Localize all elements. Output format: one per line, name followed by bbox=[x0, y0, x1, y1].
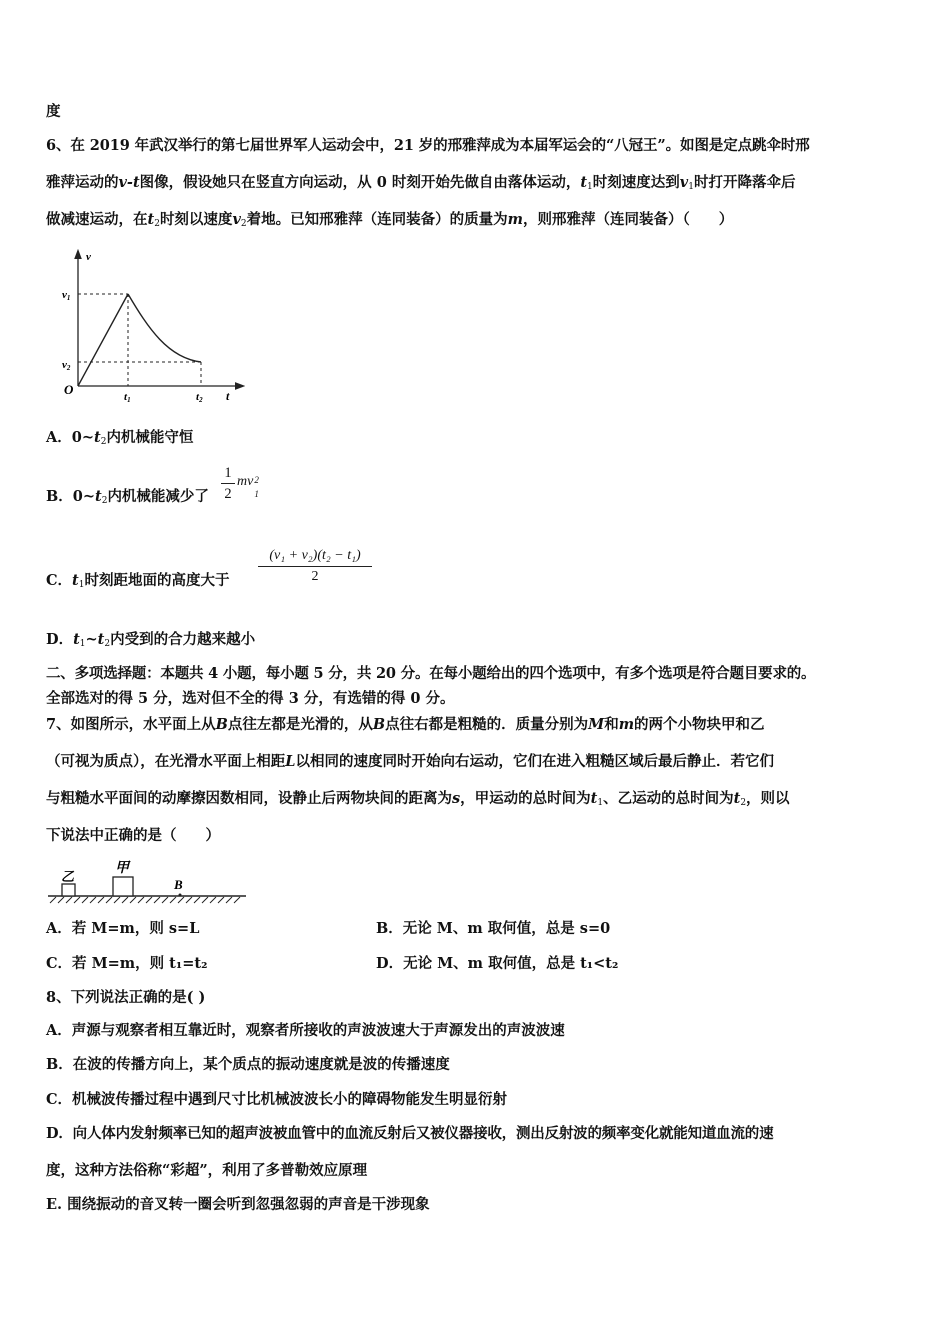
q8-option-d-line2: 度，这种方法俗称“彩超”，利用了多普勒效应原理 bbox=[46, 1162, 368, 1179]
vt-graph bbox=[58, 248, 248, 408]
v1-label: v1 bbox=[62, 289, 71, 302]
block-yi bbox=[62, 884, 75, 896]
q7-figure bbox=[46, 856, 250, 910]
q6-stem-line3: 做减速运动，在$t_2$时刻以速度$v_2$着地。已知邢雅萍（连同装备）的质量为m，则邢雅萍（连同装备）（ ） bbox=[46, 211, 734, 229]
v2-label: v2 bbox=[62, 359, 71, 372]
q8-option-b: B．在波的传播方向上，某个质点的振动速度就是波的传播速度 bbox=[46, 1056, 450, 1073]
point-b bbox=[179, 894, 182, 897]
axis-t-label: t bbox=[226, 389, 230, 403]
q7-stem-line3: 与粗糙水平面间的动摩擦因数相同，设静止后两物块间的距离为s，甲运动的总时间为$t_1$、乙运动的总时间为$t_2$，则以 bbox=[46, 790, 790, 808]
q6-stem-line2: 雅萍运动的v-t图像，假设她只在竖直方向运动，从 0 时刻开始先做自由落体运动，$t_1$时刻速度达到$v_1$时打开降落伞后 bbox=[46, 174, 796, 192]
q6-option-a: A．$0\sim t_2$内机械能守恒 bbox=[46, 429, 194, 447]
label-yi: 乙 bbox=[61, 869, 75, 884]
origin-label: O bbox=[64, 382, 74, 397]
q8-stem: 8、下列说法正确的是( ) bbox=[46, 989, 206, 1006]
deceleration-curve bbox=[128, 294, 201, 362]
section2-header-line1: 二、多项选择题：本题共 4 小题，每小题 5 分，共 20 分。在每小题给出的四个选项中，有多个选项是符合题目要求的。 bbox=[46, 665, 816, 682]
q6-option-c: C．$t_1$时刻距地面的高度大于 bbox=[46, 572, 230, 590]
q7-option-b: B．无论 M、m 取何值，总是 s=0 bbox=[376, 920, 611, 937]
q6-option-c-fraction: (v₁ + v₂)(t₂ − t₁) 2 bbox=[258, 547, 372, 586]
block-jia bbox=[113, 877, 133, 896]
q8-option-c: C．机械波传播过程中遇到尺寸比机械波波长小的障碍物能发生明显衍射 bbox=[46, 1091, 508, 1108]
freefall-segment bbox=[78, 294, 128, 386]
q8-option-a: A．声源与观察者相互靠近时，观察者所接收的声波波速大于声源发出的声波波速 bbox=[46, 1022, 565, 1039]
t1-label: t1 bbox=[124, 391, 131, 404]
q6-option-b-fraction: 1 2 bbox=[221, 464, 235, 503]
t2-label: t2 bbox=[196, 391, 203, 404]
q6-option-b-mv: mv 2 1 bbox=[237, 474, 259, 499]
label-jia: 甲 bbox=[115, 861, 129, 876]
axis-v-label: v bbox=[86, 251, 91, 263]
q7-option-d: D．无论 M、m 取何值，总是 t₁<t₂ bbox=[376, 955, 619, 972]
q7-stem-line2: （可视为质点），在光滑水平面上相距L以相同的速度同时开始向右运动，它们在进入粗糙区域后最后静止．若它们 bbox=[46, 753, 774, 770]
q8-option-e: E. 围绕振动的音叉转一圈会听到忽强忽弱的声音是干涉现象 bbox=[46, 1196, 430, 1213]
q7-stem-line4: 下说法中正确的是（ ） bbox=[46, 827, 220, 844]
continued-text: 度 bbox=[46, 103, 61, 120]
q7-option-a: A．若 M=m，则 s=L bbox=[46, 920, 200, 937]
q6-option-b: B．$0\sim t_2$内机械能减少了 bbox=[46, 488, 209, 506]
q6-option-d: D．$t_1\sim t_2$内受到的合力越来越小 bbox=[46, 631, 256, 649]
q7-stem-line1: 7、如图所示，水平面上从B点往左都是光滑的，从B点往右都是粗糙的．质量分别为M和m的两个小物块甲和乙 bbox=[46, 716, 765, 733]
q7-option-c: C．若 M=m，则 t₁=t₂ bbox=[46, 955, 208, 972]
section2-header-line2: 全部选对的得 5 分，选对但不全的得 3 分，有选错的得 0 分。 bbox=[46, 690, 455, 707]
label-b: B bbox=[174, 877, 183, 892]
q8-option-d-line1: D．向人体内发射频率已知的超声波被血管中的血流反射后又被仪器接收，测出反射波的频率变化就能知道血流的速 bbox=[46, 1125, 774, 1142]
q6-stem-line1: 6、在 2019 年武汉举行的第七届世界军人运动会中，21 岁的邢雅萍成为本届军运会的“八冠王”。如图是定点跳伞时邢 bbox=[46, 137, 810, 154]
